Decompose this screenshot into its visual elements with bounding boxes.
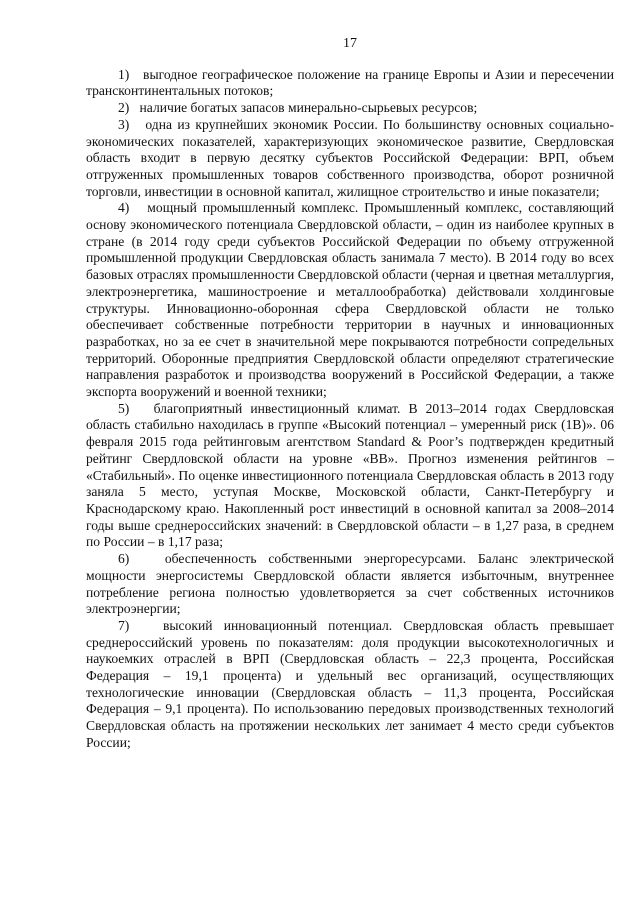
list-item-5: 5) благоприятный инвестиционный климат. В 2013–2014 годах Свердловская область стабильно находилась в группе «Высокий потенциал – умеренный риск (1В)». 06 февраля 2015 года рейтинговым агентством Standard & Poor’s подтвержден кредитный рейтинг Свердловской области на уровне «ВВ». Прогноз изменения рейтингов – «Стабильный». По оценке инвестиционного потенциала Свердловская область в 2013 году заняла 5 место, уступая Москве, Московской области, Санкт-Петербургу и Краснодарскому краю. Накопленный рост инвестиций в основной капитал за 2008–2014 годы выше среднероссийских значений: в Свердловской области – в 1,27 раза, в среднем по России – в 1,17 раза; xyxy=(86,400,614,550)
list-item-6: 6) обеспеченность собственными энергоресурсами. Баланс электрической мощности энергосистемы Свердловской области является избыточным, внутреннее потребление региона полностью удовлетворяется за счет собственных источников электроэнергии; xyxy=(86,551,614,617)
list-item-1: 1) выгодное географическое положение на границе Европы и Азии и пересечении трансконтинентальных потоков; xyxy=(86,66,614,99)
list-item-7: 7) высокий инновационный потенциал. Свердловская область превышает среднероссийский уровень по показателям: доля продукции высокотехнологичных и наукоемких отраслей в ВРП (Свердловская область – 22,3 процента, Российская Федерация – 19,1 процента) и удельный вес организаций, осуществляющих технологические инновации (Свердловская область – 11,3 процента, Российская Федерация – 9,1 процента). По использованию передовых производственных технологий Свердловская область на протяжении нескольких лет занимает 4 место среди субъектов России; xyxy=(86,617,614,750)
list-item-2: 2) наличие богатых запасов минерально-сырьевых ресурсов; xyxy=(118,100,478,116)
list-item-3: 3) одна из крупнейших экономик России. По большинству основных социально-экономических показателей, характеризующих экономическое развитие, Свердловская область входит в первую десятку субъектов Российской Федерации: ВРП, объем отгруженных промышленных товаров собственного производства, оборот розничной торговли, инвестиции в основной капитал, жилищное строительство и иные показатели; xyxy=(86,116,614,199)
list-item-4: 4) мощный промышленный комплекс. Промышленный комплекс, составляющий основу экономического потенциала Свердловской области, – один из наиболее крупных в стране (в 2014 году среди субъектов Российской Федерации по объему отгруженной промышленной продукции Свердловская область занимала 7 место). В 2014 году во всех базовых отраслях промышленности Свердловской области (черная и цветная металлургия, электроэнергетика, машиностроение и металлообработка) действовали холдинговые структуры. Инновационно-оборонная сфера Свердловской области не только обеспечивает собственные потребности территории в научных и инновационных разработках, но за ее счет в значительной мере покрываются потребности сопредельных территорий. Оборонные предприятия Свердловской области определяют стратегические направления разработок и производства вооружений в Российской Федерации, а также экспорта вооружений и военной техники; xyxy=(86,200,614,400)
page-number: 17 xyxy=(343,36,357,51)
